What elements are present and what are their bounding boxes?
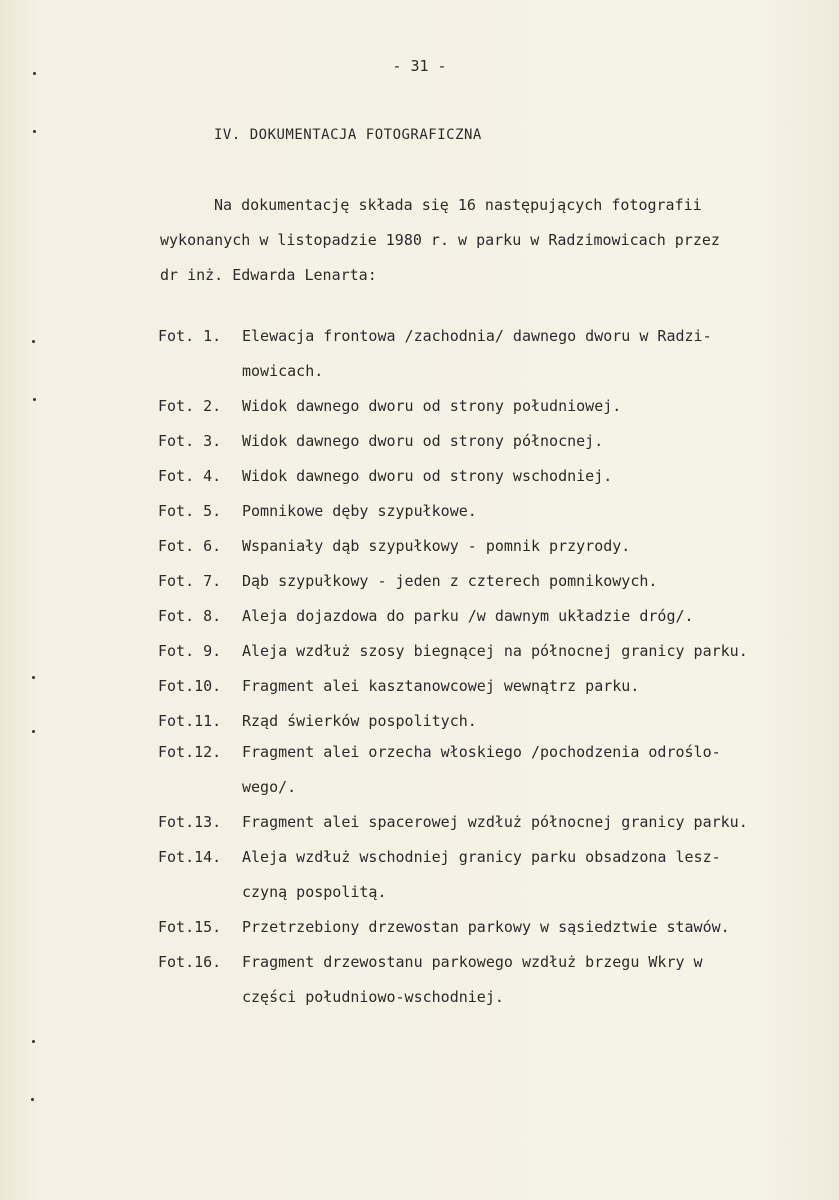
photo-description: Aleja dojazdowa do parku /w dawnym układzie dróg/. [242,607,694,625]
photo-description: czyną pospolitą. [242,883,387,901]
photo-description: mowicach. [242,362,324,380]
photo-description: Widok dawnego dworu od strony północnej. [242,432,604,450]
photo-description: Fragment alei spacerowej wzdłuż północnej granicy parku. [242,813,748,831]
photo-description: wego/. [242,778,297,796]
page-number: - 31 - [392,57,447,75]
photo-number: Fot. 9. [158,642,222,660]
photo-description: Wspaniały dąb szypułkowy - pomnik przyrody. [242,537,631,555]
margin-speck [32,1040,35,1043]
photo-number: Fot.10. [158,677,222,695]
photo-description: Rząd świerków pospolitych. [242,712,477,730]
photo-description: Widok dawnego dworu od strony wschodniej. [242,467,613,485]
margin-speck [32,730,35,733]
photo-number: Fot. 1. [158,327,222,345]
margin-speck [33,398,36,401]
photo-number: Fot. 2. [158,397,222,415]
photo-number: Fot.15. [158,918,222,936]
photo-number: Fot. 5. [158,502,222,520]
photo-description: Aleja wzdłuż szosy biegnącej na północnej granicy parku. [242,642,748,660]
photo-number: Fot. 4. [158,467,222,485]
photo-description: Elewacja frontowa /zachodnia/ dawnego dworu w Radzi- [242,327,712,345]
intro-line-3: dr inż. Edwarda Lenarta: [160,266,377,284]
photo-description: Fragment alei kasztanowcowej wewnątrz parku. [242,677,640,695]
photo-description: Pomnikowe dęby szypułkowe. [242,502,477,520]
photo-description: Dąb szypułkowy - jeden z czterech pomnikowych. [242,572,658,590]
margin-speck [32,676,35,679]
photo-number: Fot. 7. [158,572,222,590]
photo-description: Fragment alei orzecha włoskiego /pochodzenia odroślo- [242,743,721,761]
section-heading: IV. DOKUMENTACJA FOTOGRAFICZNA [214,127,482,143]
margin-speck [32,340,35,343]
photo-number: Fot.13. [158,813,222,831]
photo-number: Fot. 3. [158,432,222,450]
photo-number: Fot.12. [158,743,222,761]
photo-description: części południowo-wschodniej. [242,988,504,1006]
photo-number: Fot. 8. [158,607,222,625]
photo-number: Fot.16. [158,953,222,971]
margin-speck [33,130,36,133]
photo-number: Fot. 6. [158,537,222,555]
photo-description: Fragment drzewostanu parkowego wzdłuż brzegu Wkry w [242,953,703,971]
margin-speck [31,1098,34,1101]
photo-description: Widok dawnego dworu od strony południowej. [242,397,622,415]
photo-number: Fot.14. [158,848,222,866]
intro-line-1: Na dokumentację składa się 16 następujących fotografii [214,196,702,214]
photo-number: Fot.11. [158,712,222,730]
photo-description: Aleja wzdłuż wschodniej granicy parku obsadzona lesz- [242,848,721,866]
margin-speck [33,72,36,75]
photo-description: Przetrzebiony drzewostan parkowy w sąsiedztwie stawów. [242,918,730,936]
intro-line-2: wykonanych w listopadzie 1980 r. w parku w Radzimowicach przez [160,231,720,249]
